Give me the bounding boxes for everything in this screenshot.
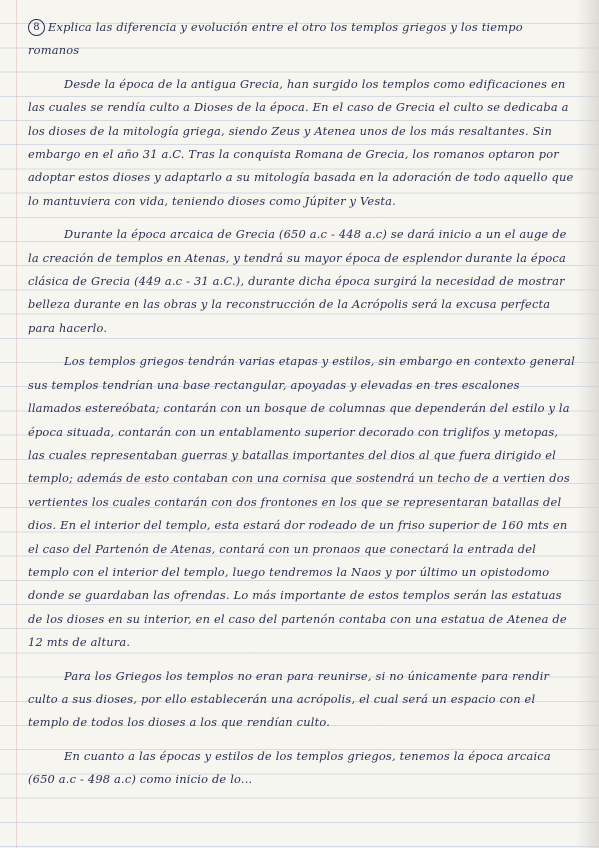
paragraph-3: Los templos griegos tendrán varias etapas y estilos, sin embargo en contexto general sus templos tendrían una base rectangular, apoyadas y elevadas en tres escalones llamados estereóbata; contarán con un bosque de columnas que dependerán del estilo y la época situada, contarán con un entablamento superior decorado con triglifos y metopas, las cuales representaban guerras y batallas importantes del dios al que fuera dirigido el templo; además de esto contaban con una cornisa que sostendrá un techo de a vertien dos vertientes los cuales contarán con dos frontones en los que se representaran batallas del dios. En el interior del templo, esta estará dor rodeado de un friso superior de 160 mts en el caso del Partenón de Atenas, contará con un pronaos que conectará la entrada del templo con el interior del templo, luego tendremos la Naos y por último un opistodomo donde se guardaban las ofrendas. Lo más importante de estos templos serán las estatuas de los dioses en su interior, en el caso del partenón contaba con una estatua de Atenea de 12 mts de altura. (28, 354, 575, 650)
paragraph-2: Durante la época arcaica de Grecia (650 a.c - 448 a.c) se dará inicio a un el auge de la creación de templos en Atenas, y tendrá su mayor época de esplendor durante la época clásica de Grecia (449 a.c - 31 a.C.), durante dicha época surgirá la necesidad de mostrar belleza durante en las obras y la reconstrucción de la Acrópolis será la excusa perfecta para hacerlo. (28, 227, 567, 335)
paragraph-1: Desde la época de la antigua Grecia, han surgido los templos como edificaciones en las cuales se rendía culto a Dioses de la época. En el caso de Grecia el culto se dedicaba a los dioses de la mitología griega, siendo Zeus y Atenea unos de los más resaltantes. Sin embargo en el año 31 a.C. Tras la conquista Romana de Grecia, los romanos optaron por adoptar estos dioses y adaptarlo a su mitología basada en la adoración de todo aquello que lo mantuviera con vida, teniendo dioses como Júpiter y Vesta. (28, 76, 574, 208)
question-number: 8 (28, 19, 45, 36)
question-text: Explica las diferencia y evolución entre el otro los templos griegos y los tiempo romanos (28, 20, 523, 58)
page-edge-shadow (577, 0, 599, 848)
paragraph-5: En cuanto a las épocas y estilos de los templos griegos, tenemos la época arcaica (650 a.c - 498 a.c) como inicio de lo... (28, 748, 551, 787)
question-title (28, 16, 576, 63)
paragraph-4: Para los Griegos los templos no eran para reunirse, si no únicamente para rendir culto a sus dioses, por ello establecerán una acrópolis, el cual será un espacio con el templo de todos los dioses a los que rendían culto. (28, 668, 550, 730)
handwritten-text (28, 16, 576, 792)
page-margin-line (16, 0, 17, 848)
